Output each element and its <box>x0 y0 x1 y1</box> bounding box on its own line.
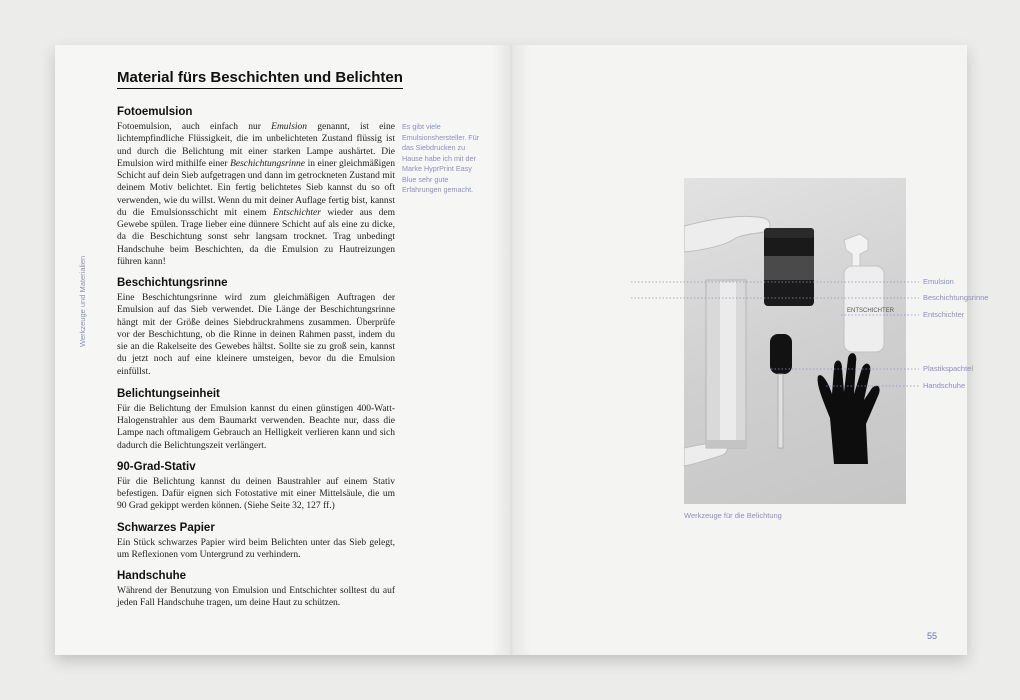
page-title: Material fürs Beschichten und Belichten <box>117 69 403 89</box>
body-text <box>117 105 395 610</box>
section-text: Für die Belichtung kannst du deinen Baustrahler auf einem Stativ befestigen. Dafür eignen sich Fotostative mit einer Mittelsäule, die um 90 Grad gekippt werden können. (Siehe Seite 32, 127 ff.) <box>117 476 395 512</box>
section-heading: Handschuhe <box>117 570 187 582</box>
callout-entschichter: Entschichter <box>923 310 965 319</box>
section-text: Für die Belichtung der Emulsion kannst du einen günstigen 400-Watt-Halogenstrahler aus dem Baumarkt verwenden. Beachte nur, dass die Lampe nach oftmaligem Gebrauch an Helligkeit verlieren kann und sich dadurch die Belichtungszeit verlängert. <box>117 403 395 451</box>
section-text: Während der Benutzung von Emulsion und Entschichter solltest du auf jeden Fall Handschuhe tragen, um deine Haut zu schützen. <box>117 586 395 609</box>
margin-note: Es gibt viele Emulsionshersteller. Für das Siebdrucken zu Hause habe ich mit der Marke HyprPrint Easy Blue sehr gute Erfahrungen gemacht. <box>402 122 480 194</box>
callout-lines <box>511 45 967 655</box>
section-schwarzes-papier <box>117 521 395 562</box>
section-text: Eine Beschichtungsrinne wird zum gleichmäßigen Auftragen der Emulsion auf das Sieb verwendet. Die Länge der Beschichtungsrinne hängt mit der Größe deines Siebdruckrahmens zusammen. Überprüfe vor der Beschichtung, ob die Rinne in deinen Rahmen passt, indem du sie an die Rakelseite des Gewebes hältst. Sollte sie zu groß sein, kannst du jetzt noch auf eine kleinere umsteigen, bevor du die Emulsion einfüllst. <box>117 293 395 377</box>
section-heading: Belichtungseinheit <box>117 387 220 400</box>
section-belichtungseinheit <box>117 387 395 452</box>
section-heading: Schwarzes Papier <box>117 521 215 534</box>
section-fotoemulsion <box>117 105 395 268</box>
book-spread <box>55 45 989 655</box>
left-page <box>55 45 511 655</box>
callout-plastikspachtel: Plastikspachtel <box>923 364 974 373</box>
section-text: Fotoemulsion, auch einfach nur Emulsion genannt, ist eine lichtempfindliche Flüssigkeit, die im unbelichteten Zustand flüssig ist und durch die Belichtung mit einer starken Lampe aushärtet. Die Emulsion wird mithilfe einer Beschichtungsrinne in einer gleichmäßigen Schicht auf dein Sieb aufgetragen und dann im getrockneten Zustand mit deinem Motiv belichtet. Ein fertig belichtetes Sieb kannst du so oft verwenden, wie du willst. Wenn du mit deiner Auflage fertig bist, kannst du die Emulsionsschicht mit einem Entschichter wieder aus dem Gewebe spülen. Trage lieber eine dünnere Schicht auf als eine zu dicke, da die Beschichtung sonst sehr langsam trocknet. Trag unbedingt Handschuhe beim Beschichten, da die Emulsion zu Hautreizungen führen kann! <box>117 122 395 267</box>
callout-beschichtungsrinne: Beschichtungsrinne <box>923 293 989 302</box>
section-handschuhe <box>117 569 395 610</box>
right-page <box>511 45 989 655</box>
section-heading: Fotoemulsion <box>117 106 193 118</box>
callout-handschuhe: Handschuhe <box>923 381 966 390</box>
section-heading: Beschichtungsrinne <box>117 277 228 289</box>
photo-caption: Werkzeuge für die Belichtung <box>684 511 782 520</box>
callout-emulsion: Emulsion <box>923 277 954 286</box>
book-gutter <box>491 45 531 655</box>
section-heading: 90-Grad-Stativ <box>117 460 196 473</box>
section-text: Ein Stück schwarzes Papier wird beim Belichten unter das Sieb gelegt, um Reflexionen vom Untergrund zu verhindern. <box>117 537 395 560</box>
bottle-label: ENTSCHICHTER <box>847 308 895 314</box>
page-number: 55 <box>927 631 938 641</box>
section-beschichtungsrinne <box>117 276 395 378</box>
section-90-grad-stativ <box>117 460 395 513</box>
running-head: Werkzeuge und Materialien <box>78 255 87 347</box>
